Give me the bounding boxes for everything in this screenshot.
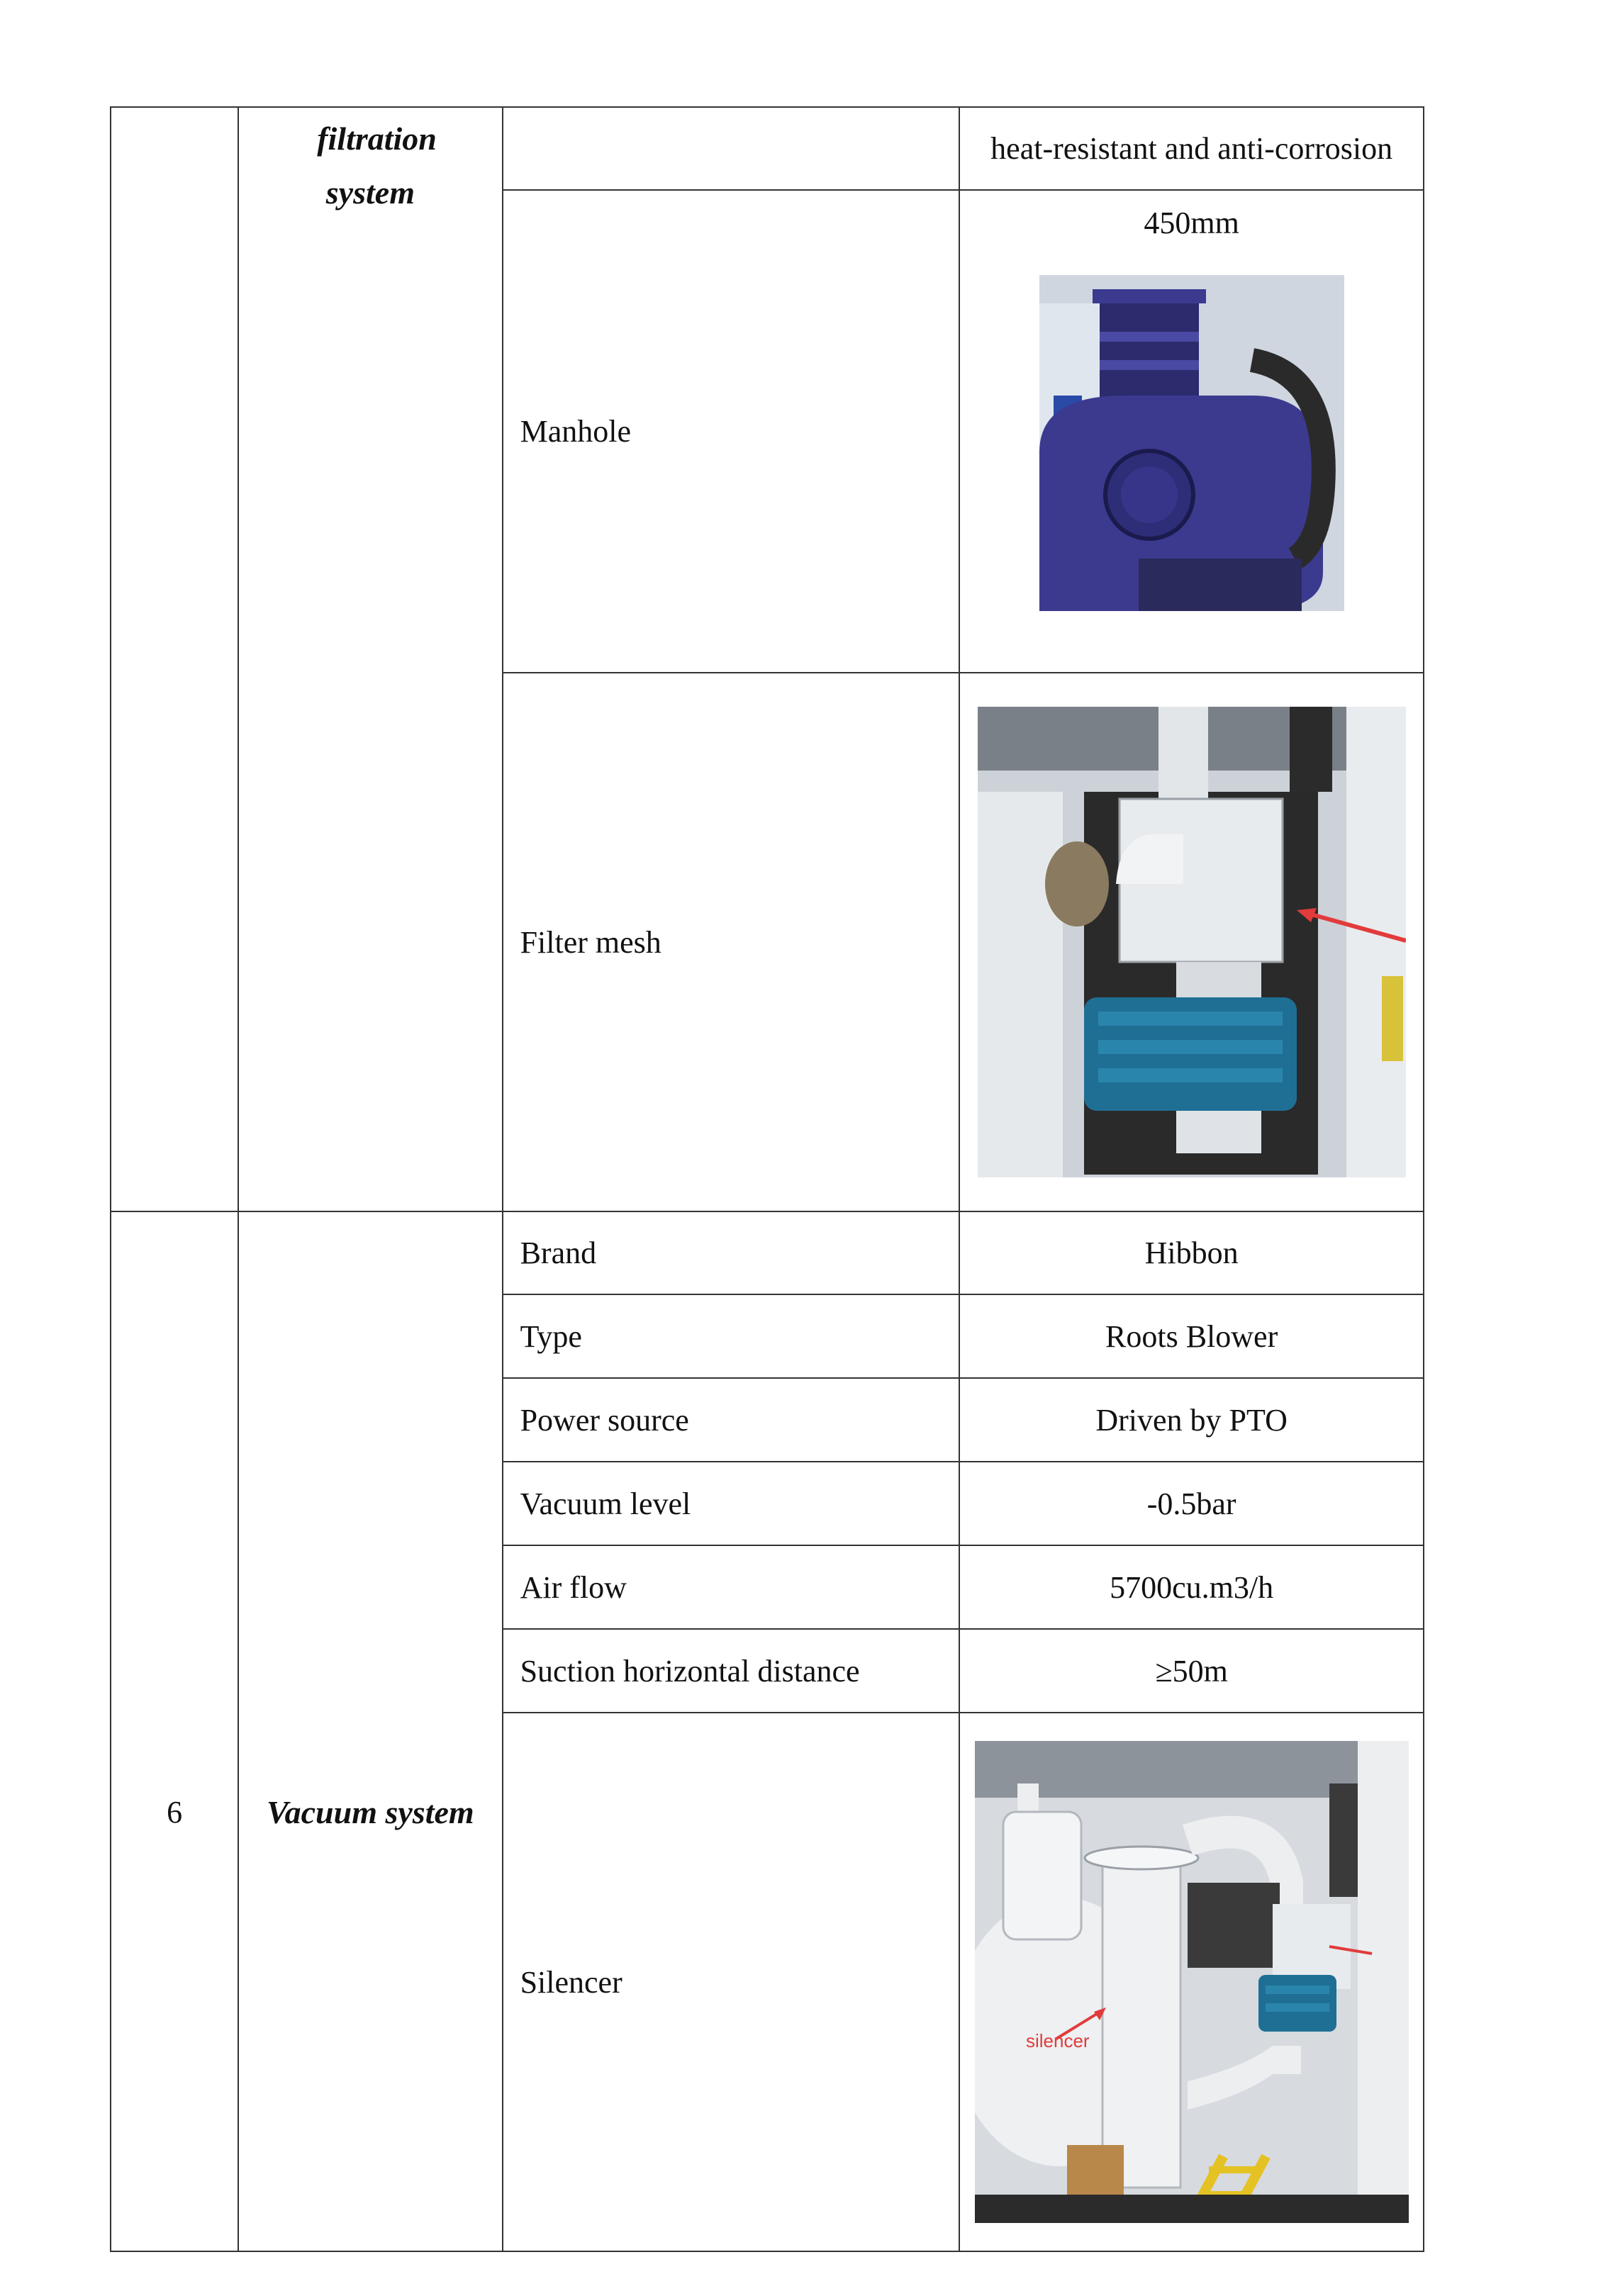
table-row (111, 1211, 1424, 1294)
filter-photo-cell (959, 673, 1424, 1211)
param-value: Hibbon (959, 1211, 1424, 1294)
param-label-manhole: Manhole (503, 190, 960, 673)
param-value: 5700cu.m3/h (959, 1545, 1424, 1629)
table-row (111, 107, 1424, 190)
row-number-cell (111, 107, 238, 1211)
param-label: Vacuum level (503, 1462, 960, 1545)
silencer-photo-cell (959, 1713, 1424, 2251)
param-value: Driven by PTO (959, 1378, 1424, 1462)
manhole-photo (1039, 275, 1344, 611)
param-value: -0.5bar (959, 1462, 1424, 1545)
silencer-tag-text: silencer (1025, 2030, 1090, 2051)
spec-table (110, 106, 1424, 2252)
silencer-photo (975, 1741, 1409, 2223)
param-label: Suction horizontal distance (503, 1629, 960, 1713)
param-value-manhole-cell (959, 190, 1424, 673)
param-label-cell (503, 107, 960, 190)
param-label: Brand (503, 1211, 960, 1294)
filter-mesh-photo (978, 707, 1406, 1177)
param-value-material: heat-resistant and anti-corrosion (959, 107, 1424, 190)
param-value: Roots Blower (959, 1294, 1424, 1378)
param-value: ≥50m (959, 1629, 1424, 1713)
param-label-filter-mesh: Filter mesh (503, 673, 960, 1211)
row-number-6: 6 (111, 1211, 238, 2251)
param-value-manhole: 450mm (1144, 206, 1239, 240)
system-name-vacuum: Vacuum system (238, 1211, 502, 2251)
param-label: Type (503, 1294, 960, 1378)
param-label: Power source (503, 1378, 960, 1462)
system-name-filtration: filtration system (238, 107, 502, 1211)
param-label: Air flow (503, 1545, 960, 1629)
param-label-silencer: Silencer (503, 1713, 960, 2251)
